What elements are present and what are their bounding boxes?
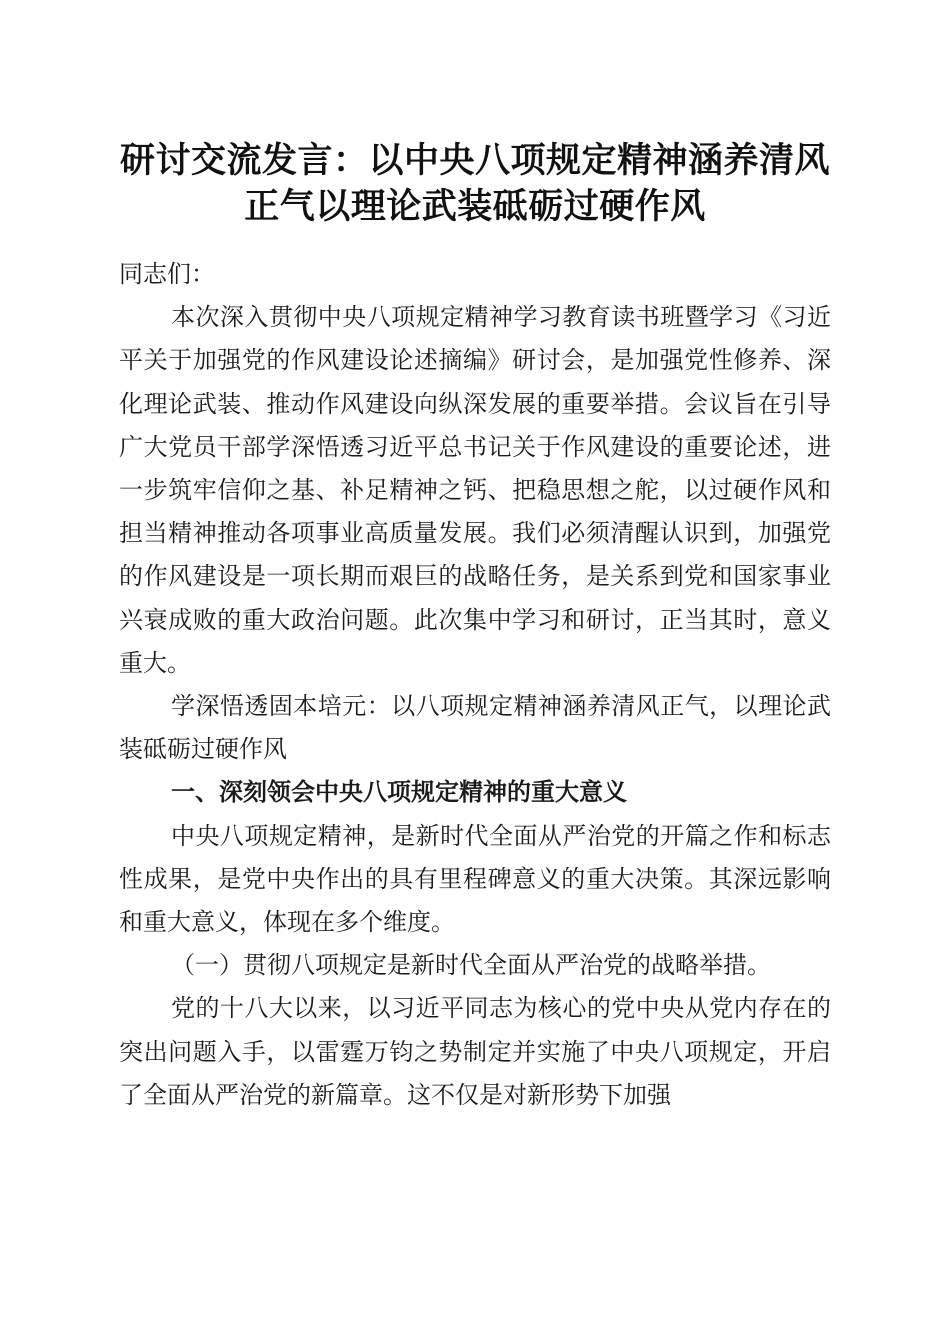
document-title-line-2: 正气以理论武装砥砺过硬作风 (244, 186, 706, 227)
body-paragraph: 中央八项规定精神，是新时代全面从严治党的开篇之作和标志性成果，是党中央作出的具有里程碑意义的重大决策。其深远影响和重大意义，体现在多个维度。 (119, 821, 831, 937)
body-paragraph: 学深悟透固本培元：以八项规定精神涵养清风正气，以理论武装砥砺过硬作风 (119, 692, 831, 764)
document-title-line-1: 研讨交流发言：以中央八项规定精神涵养清风 (119, 140, 830, 181)
document-body (119, 253, 831, 1117)
body-paragraph: 党的十八大以来，以习近平同志为核心的党中央从党内存在的突出问题入手，以雷霆万钧之势制定并实施了中央八项规定，开启了全面从严治党的新篇章。这不仅是对新形势下加强 (119, 994, 831, 1109)
section-heading: 一、深刻领会中央八项规定精神的重大意义 (171, 778, 627, 807)
salutation: 同志们： (119, 260, 215, 288)
subsection-heading: （一）贯彻八项规定是新时代全面从严治党的战略举措。 (171, 951, 771, 980)
body-paragraph: 本次深入贯彻中央八项规定精神学习教育读书班暨学习《习近平关于加强党的作风建设论述摘编》研讨会，是加强党性修养、深化理论武装、推动作风建设向纵深发展的重要举措。会议旨在引导广大党员干部学深悟透习近平总书记关于作风建设的重要论述，进一步筑牢信仰之基、补足精神之钙、把稳思想之舵，以过硬作风和担当精神推动各项事业高质量发展。我们必须清醒认识到，加强党的作风建设是一项长期而艰巨的战略任务，是关系到党和国家事业兴衰成败的重大政治问题。此次集中学习和研讨，正当其时，意义重大。 (119, 303, 831, 677)
